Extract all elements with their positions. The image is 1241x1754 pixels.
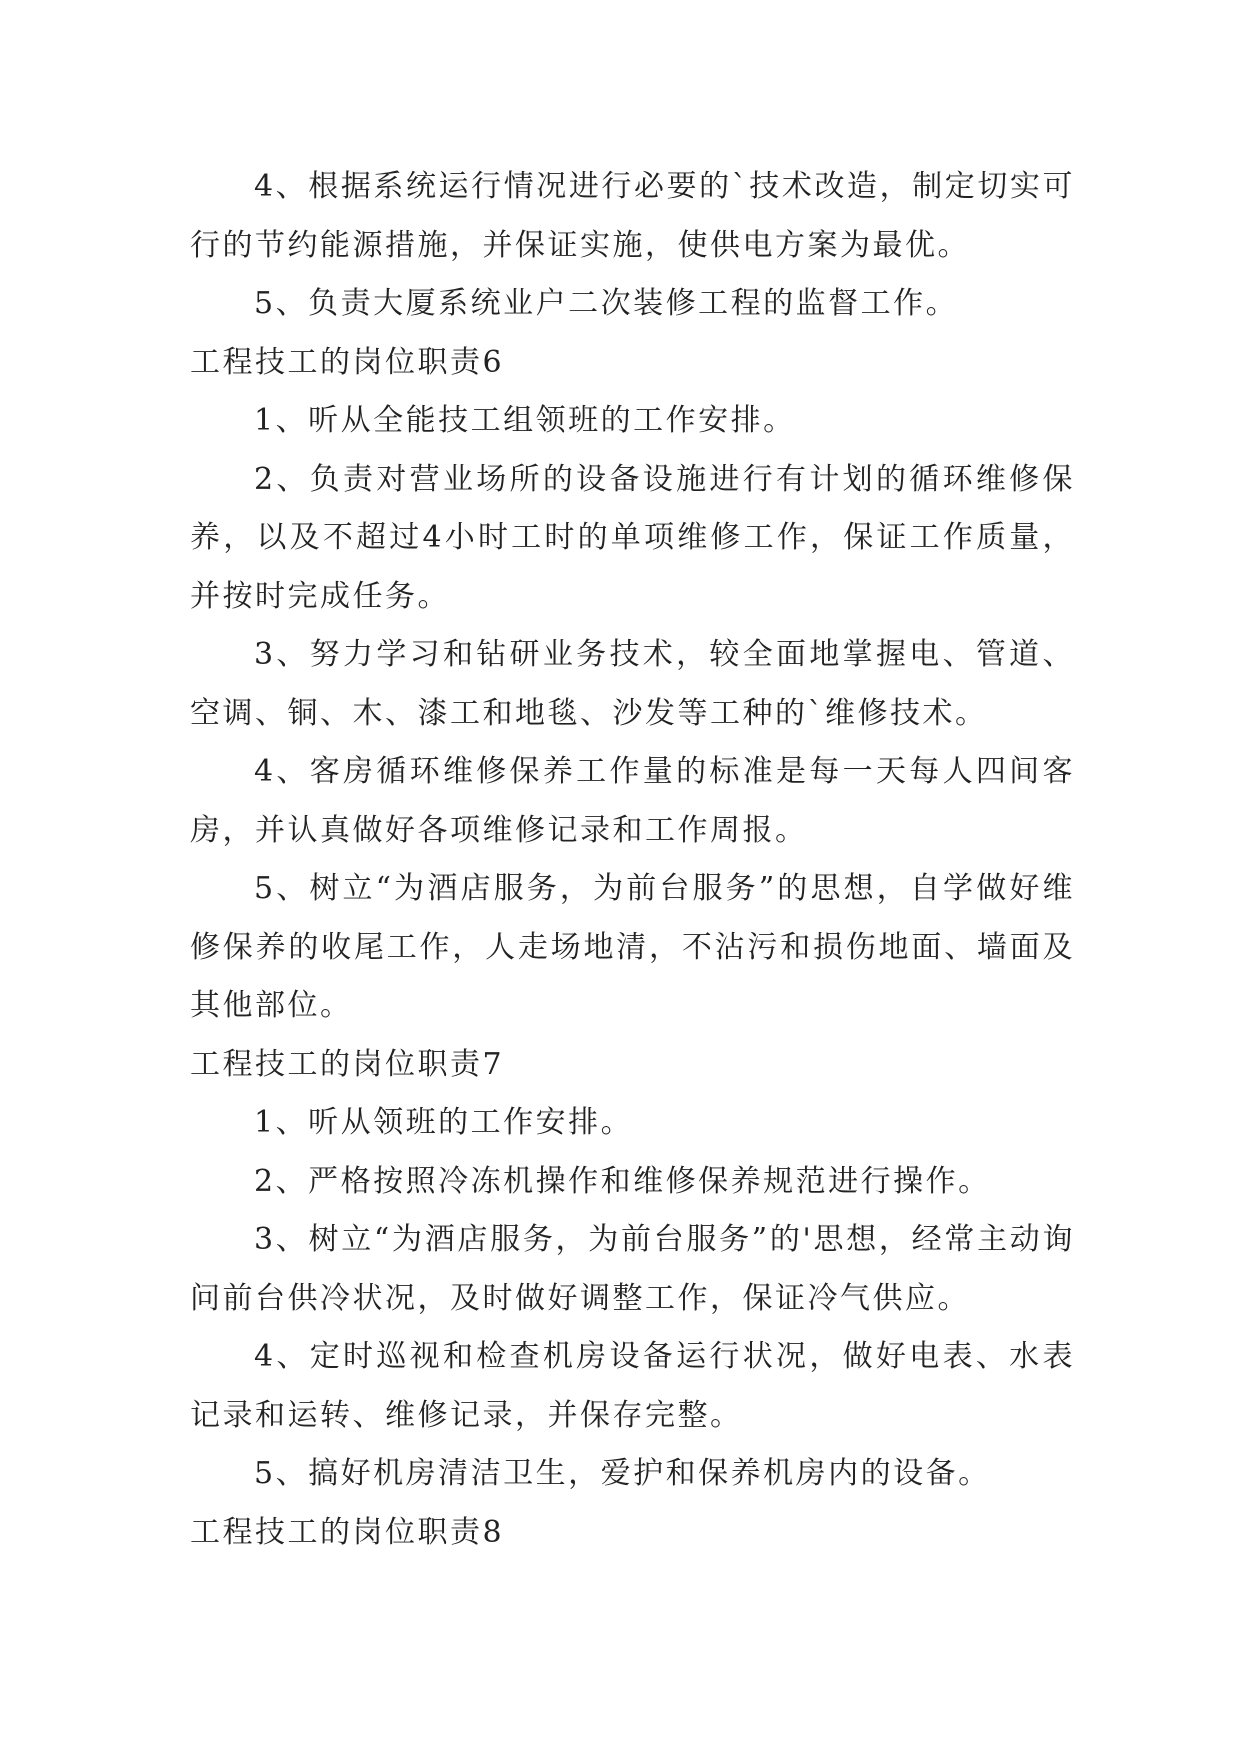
document-body: [190, 158, 1075, 1562]
paragraph-item-4-tech-upgrade: 4、根据系统运行情况进行必要的`技术改造，制定切实可行的节约能源措施，并保证实施，使供电方案为最优。: [190, 169, 1075, 263]
paragraph-item-1-follow-supervisor: 1、听从领班的工作安排。: [254, 1105, 634, 1140]
paragraph-item-1-follow-leader: 1、听从全能技工组领班的工作安排。: [254, 403, 796, 438]
section-heading-7: 工程技工的岗位职责7: [190, 1046, 505, 1082]
paragraph-item-3-study-skills: 3、努力学习和钻研业务技术，较全面地掌握电、管道、空调、铜、木、漆工和地毯、沙发等工种的`维修技术。: [190, 637, 1075, 731]
paragraph-item-2-maintenance: 2、负责对营业场所的设备设施进行有计划的循环维修保养，以及不超过4小时工时的单项维修工作，保证工作质量，并按时完成任务。: [190, 461, 1075, 614]
paragraph-item-4-room-standard: 4、客房循环维修保养工作量的标准是每一天每人四间客房，并认真做好各项维修记录和工作周报。: [190, 754, 1075, 848]
paragraph-item-3-cooling-supply: 3、树立“为酒店服务，为前台服务”的'思想，经常主动询问前台供冷状况，及时做好调整工作，保证冷气供应。: [190, 1222, 1075, 1316]
paragraph-item-4-inspection: 4、定时巡视和检查机房设备运行状况，做好电表、水表记录和运转、维修记录，并保存完整。: [190, 1339, 1075, 1433]
paragraph-item-5-cleanliness: 5、搞好机房清洁卫生，爱护和保养机房内的设备。: [254, 1456, 991, 1491]
section-heading-6: 工程技工的岗位职责6: [190, 344, 505, 380]
paragraph-item-5-service-mindset: 5、树立“为酒店服务，为前台服务”的思想，自学做好维修保养的收尾工作，人走场地清，不沾污和损伤地面、墙面及其他部位。: [190, 871, 1075, 1023]
paragraph-item-2-chiller-operation: 2、严格按照冷冻机操作和维修保养规范进行操作。: [254, 1163, 991, 1199]
paragraph-item-5-renovation-supervision: 5、负责大厦系统业户二次装修工程的监督工作。: [254, 286, 959, 321]
section-heading-8: 工程技工的岗位职责8: [190, 1514, 505, 1550]
